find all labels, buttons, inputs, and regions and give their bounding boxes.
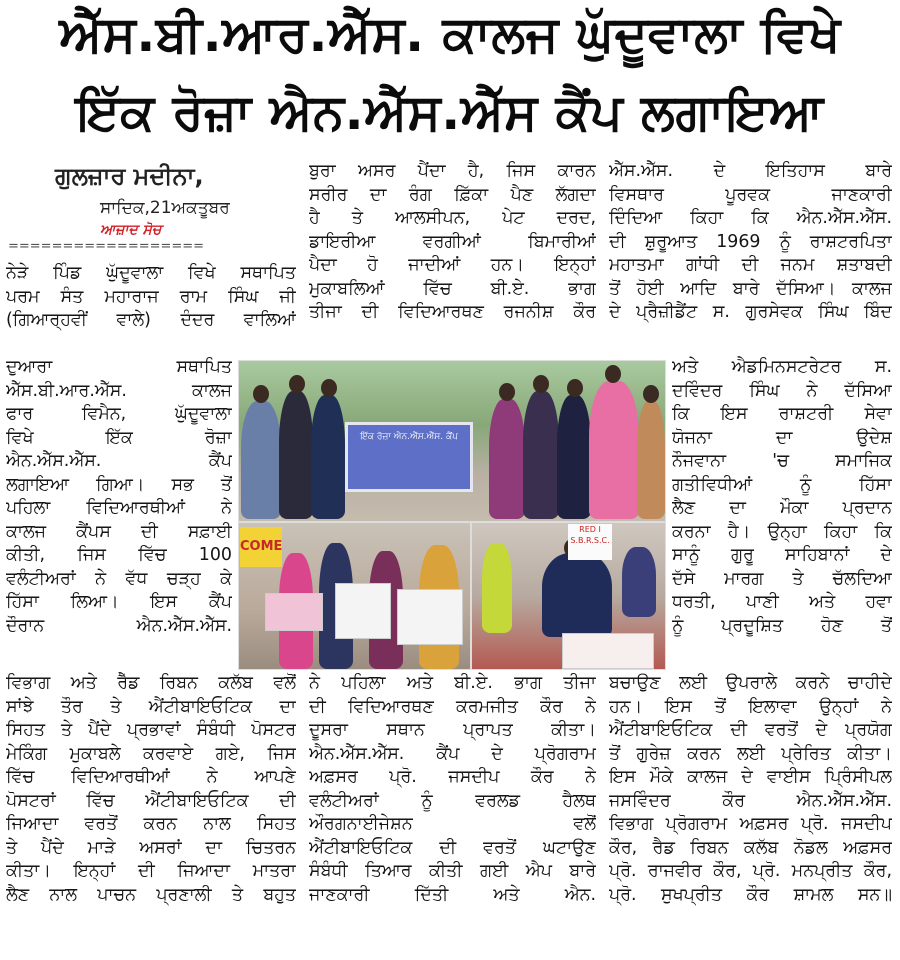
person-head: [253, 385, 269, 403]
text-line: ਦਵਿੰਦਰ ਸਿੰਘ ਨੇ ਦੱਸਿਆ: [672, 380, 892, 401]
separator-rule: ==================: [8, 239, 205, 254]
text-line: ਦਿੰਦਿਆ ਕਿਹਾ ਕਿ ਐਨ.ਐੱਸ.ਐੱਸ.: [609, 208, 892, 228]
person-head: [321, 379, 337, 397]
text-line: ਦੂਸਰਾ ਸਥਾਨ ਪ੍ਰਾਪਤ ਕੀਤਾ।: [309, 720, 596, 740]
text-line: ਐਂਟੀਬਾਇਓਟਿਕ ਦੀ ਵਰਤੋਂ ਘਟਾਉਣ: [309, 837, 596, 858]
text-line: ਦੇ ਪ੍ਰੈਜ਼ੀਡੈਂਟ ਸ. ਗੁਰਸੇਵਕ ਸਿੰਘ ਬਿੰਦ: [609, 302, 892, 322]
text-line: ਵਲੰਟੀਅਰਾਂ ਨੂੰ ਵਰਲਡ ਹੈਲਥ: [309, 790, 596, 811]
person-head: [605, 365, 621, 383]
text-line: ਜਾਣਕਾਰੀ ਦਿੱਤੀ ਅਤੇ ਐਨ.: [309, 884, 596, 905]
headline-line-1: ਐੱਸ.ਬੀ.ਆਰ.ਐੱਸ. ਕਾਲਜ ਘੁੱਦੂਵਾਲਾ ਵਿਖੇ: [59, 5, 841, 63]
text-line: ਐਨ.ਐੱਸ.ਐੱਸ. ਕੈਂਪ: [6, 451, 232, 471]
text-line: ਐੱਸ.ਬੀ.ਆਰ.ਐੱਸ. ਕਾਲਜ: [6, 380, 232, 401]
poster: [265, 593, 323, 631]
text-line: ਪਰਮ ਸੰਤ ਮਹਾਰਾਜ ਰਾਮ ਸਿੰਘ ਜੀ: [6, 286, 296, 307]
column-1-top: [6, 262, 296, 333]
person-head: [533, 375, 549, 393]
person-head: [289, 375, 305, 393]
text-line: ਹੈ ਤੇ ਆਲਸੀਪਨ, ਪੇਟ ਦਰਦ,: [309, 208, 596, 228]
person-figure: [557, 395, 591, 519]
text-line: ਯੋਜਨਾ ਦਾ ਉਦੇਸ਼: [672, 427, 892, 448]
text-line: ਜਿਆਦਾ ਵਰਤੋਂ ਕਰਨ ਨਾਲ ਸਿਹਤ: [6, 814, 296, 834]
text-line: ਪਹਿਲਾ ਵਿਦਿਆਰਥੀਆਂ ਨੇ: [6, 498, 232, 518]
text-line: ਡਾਇਰੀਆ ਵਰਗੀਆਂ ਬਿਮਾਰੀਆਂ: [309, 231, 596, 252]
text-line: ਤੋਂ ਗੁਰੇਜ਼ ਕਰਨ ਲਈ ਪ੍ਰੇਰਿਤ ਕੀਤਾ।: [609, 743, 892, 764]
text-line: ਕਾਲਜ ਕੈਂਪਸ ਦੀ ਸਫ਼ਾਈ: [6, 521, 232, 542]
text-line: ਸੰਬੰਧੀ ਤਿਆਰ ਕੀਤੀ ਗਈ ਐਪ ਬਾਰੇ: [309, 861, 596, 881]
text-line: ਨੌਜਵਾਨਾ 'ਚ ਸਮਾਜਿਕ: [672, 451, 892, 471]
text-line: ਪੈਦਾ ਹੋ ਜਾਦੀਆਂ ਹਨ। ਇਨ੍ਹਾਂ: [309, 255, 596, 275]
person-figure: [482, 543, 512, 633]
nss-banner: ਇੱਕ ਰੋਜ਼ਾ ਐਨ.ਐੱਸ.ਐੱਸ. ਕੈਂਪ: [345, 422, 473, 492]
person-head: [499, 383, 515, 401]
text-line: ਕੀਤੀ, ਜਿਸ ਵਿੱਚ 100: [6, 545, 232, 565]
text-line: ਪ੍ਰੋ. ਸੁਖਪ੍ਰੀਤ ਕੌਰ ਸ਼ਾਮਲ ਸਨ॥: [609, 884, 892, 905]
text-line: ਮੁਕਾਬਲਿਆਂ ਵਿੱਚ ਬੀ.ਏ. ਭਾਗ: [309, 278, 596, 299]
text-line: ਲੈਣ ਦਾ ਮੌਕਾ ਪ੍ਰਦਾਨ: [672, 498, 892, 518]
text-line: ਕੌਰ, ਰੈਡ ਰਿਬਨ ਕਲੱਬ ਨੋਡਲ ਅਫ਼ਸਰ: [609, 837, 892, 858]
text-line: ਐਂਟੀਬਾਇਓਟਿਕ ਦੀ ਵਰਤੋਂ ਦੇ ਪ੍ਰਯੋਗ: [609, 720, 892, 740]
person-figure: [241, 401, 281, 519]
text-line: ਪ੍ਰੋ. ਰਾਜਵੀਰ ਕੌਰ, ਪ੍ਰੋ. ਮਨਪ੍ਰੀਤ ਕੌਰ,: [609, 861, 892, 881]
person-figure: [523, 391, 559, 519]
welcome-sign: COME: [240, 527, 282, 567]
text-line: ਸਾਨੂੰ ਗੁਰੂ ਸਾਹਿਬਾਨਾਂ ਦੇ: [672, 545, 892, 565]
person-figure: [311, 395, 345, 519]
column-2-bottom: [309, 672, 596, 907]
text-line: ਨੂੰ ਪ੍ਰਦੂਸ਼ਿਤ ਹੋਣ ਤੋਂ: [672, 615, 892, 636]
text-line: ਦੌਰਾਨ ਐਨ.ਐੱਸ.ਐੱਸ.: [6, 615, 232, 636]
column-3-middle: [672, 356, 892, 638]
text-line: ਨੇ ਪਹਿਲਾ ਅਤੇ ਬੀ.ਏ. ਭਾਗ ਤੀਜਾ: [309, 673, 596, 693]
publication-logo: ਆਜ਼ਾਦ ਸੋਚ: [100, 222, 162, 238]
text-line: ਇਸ ਮੌਕੇ ਕਾਲਜ ਦੇ ਵਾਈਸ ਪ੍ਰਿੰਸੀਪਲ: [609, 767, 892, 787]
person-head: [567, 379, 583, 397]
text-line: ਸਾਂਝੇ ਤੌਰ ਤੇ ਐਂਟੀਬਾਇਓਟਿਕ ਦਾ: [6, 696, 296, 717]
text-line: ਮੇਕਿੰਗ ਮੁਕਾਬਲੇ ਕਰਵਾਏ ਗਏ, ਜਿਸ: [6, 743, 296, 764]
text-line: ਹਿੱਸਾ ਲਿਆ। ਇਸ ਕੈਂਪ: [6, 592, 232, 612]
person-figure: [637, 401, 665, 519]
column-3-bottom: [609, 672, 892, 907]
text-line: ਵਿਭਾਗ ਪ੍ਰੋਗਰਾਮ ਅਫ਼ਸਰ ਪ੍ਰੋ. ਜਸਦੀਪ: [609, 814, 892, 834]
text-line: ਬਚਾਉਣ ਲਈ ਉਪਰਾਲੇ ਕਰਨੇ ਚਾਹੀਦੇ: [609, 673, 892, 693]
text-line: ਜਸਵਿੰਦਰ ਕੌਰ ਐਨ.ਐੱਸ.ਐੱਸ.: [609, 790, 892, 811]
text-line: ਫਾਰ ਵਿਮੈਨ, ਘੁੱਦੂਵਾਲਾ: [6, 404, 232, 424]
person-figure: [622, 547, 656, 617]
text-line: ਲੈਣ ਨਾਲ ਪਾਚਨ ਪ੍ਰਣਾਲੀ ਤੇ ਬਹੁਤ: [6, 884, 296, 905]
text-line: ਦੀ ਵਿਦਿਆਰਥਣ ਕਰਮਜੀਤ ਕੌਰ ਨੇ: [309, 696, 596, 717]
text-line: ਧਰਤੀ, ਪਾਣੀ ਅਤੇ ਹਵਾ: [672, 592, 892, 612]
text-line: ਬੁਰਾ ਅਸਰ ਪੈਂਦਾ ਹੈ, ਜਿਸ ਕਾਰਨ: [309, 161, 596, 181]
text-line: ਲਗਾਇਆ ਗਿਆ। ਸਭ ਤੋਂ: [6, 474, 232, 495]
column-1-middle: [6, 356, 232, 638]
text-line: ਅਤੇ ਐਡਮਿਨਸਟਰੇਟਰ ਸ.: [672, 357, 892, 377]
text-line: ਦੱਸੇ ਮਾਰਗ ਤੇ ਚੱਲਦਿਆ: [672, 568, 892, 589]
text-line: (ਗਿਆਰ੍ਹਵੀਂ ਵਾਲੇ) ਦੰਦਰ ਵਾਲਿਆਂ: [6, 310, 296, 330]
headline-line-2: ਇੱਕ ਰੋਜ਼ਾ ਐਨ.ਐੱਸ.ਐੱਸ ਕੈਂਪ ਲਗਾਇਆ: [76, 83, 824, 141]
text-line: ਪੋਸਟਰਾਂ ਵਿੱਚ ਐਂਟੀਬਾਇਓਟਿਕ ਦੀ: [6, 790, 296, 811]
text-line: ਹਨ। ਇਸ ਤੋਂ ਇਲਾਵਾ ਉਨ੍ਹਾਂ ਨੇ: [609, 696, 892, 717]
text-line: ਮਹਾਤਮਾ ਗਾਂਧੀ ਦੀ ਜਨਮ ਸ਼ਤਾਬਦੀ: [609, 255, 892, 275]
person-figure: [279, 391, 313, 519]
text-line: ਗਤੀਵਿਧੀਆਂ ਨੂੰ ਹਿੱਸਾ: [672, 474, 892, 495]
text-line: ਕੀਤਾ। ਇਨ੍ਹਾਂ ਦੀ ਜਿਆਦਾ ਮਾਤਰਾ: [6, 861, 296, 881]
text-line: ਨੇੜੇ ਪਿੰਡ ਘੁੱਦੂਵਾਲਾ ਵਿਖੇ ਸਥਾਪਿਤ: [6, 263, 296, 283]
column-3-top: [609, 160, 892, 325]
text-line: ਕਰਨਾ ਹੈ। ਉਨ੍ਹਾ ਕਿਹਾ ਕਿ: [672, 521, 892, 542]
text-line: ਵਿਖੇ ਇੱਕ ਰੋਜ਼ਾ: [6, 427, 232, 448]
text-line: ਐੱਸ.ਐੱਸ. ਦੇ ਇਤਿਹਾਸ ਬਾਰੇ: [609, 161, 892, 181]
poster: [397, 589, 463, 645]
text-line: ਤੀਜਾ ਦੀ ਵਿਦਿਆਰਥਣ ਰਜਨੀਸ਼ ਕੌਰ: [309, 302, 596, 322]
person-figure: [489, 399, 525, 519]
person-head: [643, 385, 659, 403]
dateline: ਸਾਦਿਕ,21ਅਕਤੂਬਰ: [100, 198, 230, 218]
text-line: ਐਨ.ਐੱਸ.ਐੱਸ. ਕੈਂਪ ਦੇ ਪ੍ਰੋਗਰਾਮ: [309, 743, 596, 764]
text-line: ਵਿਸਥਾਰ ਪੂਰਵਕ ਜਾਣਕਾਰੀ: [609, 184, 892, 205]
poster: [335, 583, 391, 639]
text-line: ਸਿਹਤ ਤੇ ਪੈਂਦੇ ਪ੍ਰਭਾਵਾਂ ਸੰਬੰਧੀ ਪੋਸਟਰ: [6, 720, 296, 740]
text-line: ਔਰਗਨਾਈਜੇਸ਼ਨ ਵਲੋਂ: [309, 814, 596, 834]
text-line: ਵਿੱਚ ਵਿਦਿਆਰਥੀਆਂ ਨੇ ਆਪਣੇ: [6, 767, 296, 787]
text-line: ਦੀ ਸ਼ੁਰੂਆਤ 1969 ਨੂੰ ਰਾਸ਼ਟਰਪਿਤਾ: [609, 231, 892, 252]
text-line: ਵਲੰਟੀਅਰਾਂ ਨੇ ਵੱਧ ਚੜ੍ਹ ਕੇ: [6, 568, 232, 589]
text-line: ਦੁਆਰਾ ਸਥਾਪਿਤ: [6, 357, 232, 377]
text-line: ਸਰੀਰ ਦਾ ਰੰਗ ਫ਼ਿੱਕਾ ਪੈਣ ਲੱਗਦਾ: [309, 184, 596, 205]
column-1-bottom: [6, 672, 296, 907]
person-figure: [542, 553, 612, 637]
text-line: ਵਿਭਾਗ ਅਤੇ ਰੈੱਡ ਰਿਬਨ ਕਲੱਬ ਵਲੋਂ: [6, 673, 296, 693]
red-ribbon-sign: RED I S.B.R.S.C.: [568, 524, 612, 560]
person-figure: [589, 381, 639, 519]
reporter-name: ਗੁਲਜ਼ਾਰ ਮਦੀਨਾ,: [55, 162, 204, 190]
text-line: ਤੋਂ ਹੋਈ ਆਦਿ ਬਾਰੇ ਦੱਸਿਆ। ਕਾਲਜ: [609, 278, 892, 299]
text-line: ਤੇ ਪੈਂਦੇ ਮਾੜੇ ਅਸਰਾਂ ਦਾ ਚਿਤਰਨ: [6, 837, 296, 858]
poster: [562, 633, 654, 669]
column-2-top: [309, 160, 596, 325]
text-line: ਅਫ਼ਸਰ ਪ੍ਰੋ. ਜਸਦੀਪ ਕੌਰ ਨੇ: [309, 767, 596, 787]
text-line: ਕਿ ਇਸ ਰਾਸ਼ਟਰੀ ਸੇਵਾ: [672, 404, 892, 424]
